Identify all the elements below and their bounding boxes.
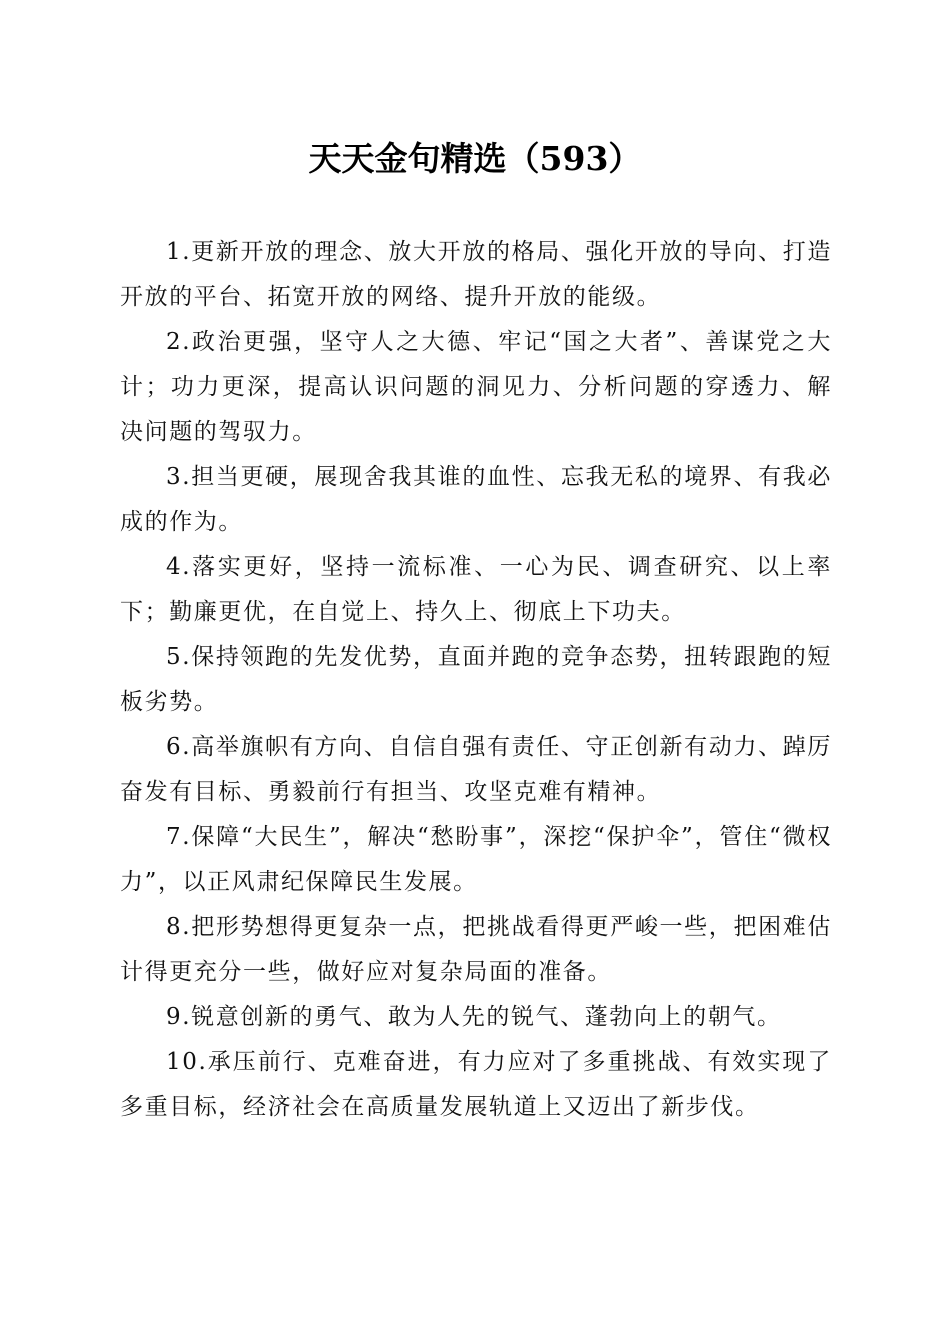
paragraph-8: 8.把形势想得更复杂一点，把挑战看得更严峻一些，把困难估计得更充分一些，做好应对复杂局面的准备。 (120, 914, 832, 985)
paragraph-3: 3.担当更硬，展现舍我其谁的血性、忘我无私的境界、有我必成的作为。 (120, 464, 832, 535)
paragraph-6: 6.高举旗帜有方向、自信自强有责任、守正创新有动力、踔厉奋发有目标、勇毅前行有担当、攻坚克难有精神。 (120, 734, 832, 805)
paragraph-5: 5.保持领跑的先发优势，直面并跑的竞争态势，扭转跟跑的短板劣势。 (120, 644, 832, 715)
paragraph-1: 1.更新开放的理念、放大开放的格局、强化开放的导向、打造开放的平台、拓宽开放的网络、提升开放的能级。 (120, 239, 832, 310)
document-body (120, 230, 832, 1130)
paragraph-9: 9.锐意创新的勇气、敢为人先的锐气、蓬勃向上的朝气。 (166, 1004, 782, 1030)
paragraph-7: 7.保障“大民生”，解决“愁盼事”，深挖“保护伞”，管住“微权力”，以正风肃纪保障民生发展。 (120, 824, 832, 895)
paragraph-4: 4.落实更好，坚持一流标准、一心为民、调查研究、以上率下；勤廉更优，在自觉上、持久上、彻底上下功夫。 (120, 554, 832, 625)
paragraph-2: 2.政治更强，坚守人之大德、牢记“国之大者”、善谋党之大计；功力更深，提高认识问题的洞见力、分析问题的穿透力、解决问题的驾驭力。 (120, 329, 832, 445)
paragraph-10: 10.承压前行、克难奋进，有力应对了多重挑战、有效实现了多重目标，经济社会在高质量发展轨道上又迈出了新步伐。 (120, 1049, 832, 1120)
document-title: 天天金句精选（593） (308, 139, 642, 178)
